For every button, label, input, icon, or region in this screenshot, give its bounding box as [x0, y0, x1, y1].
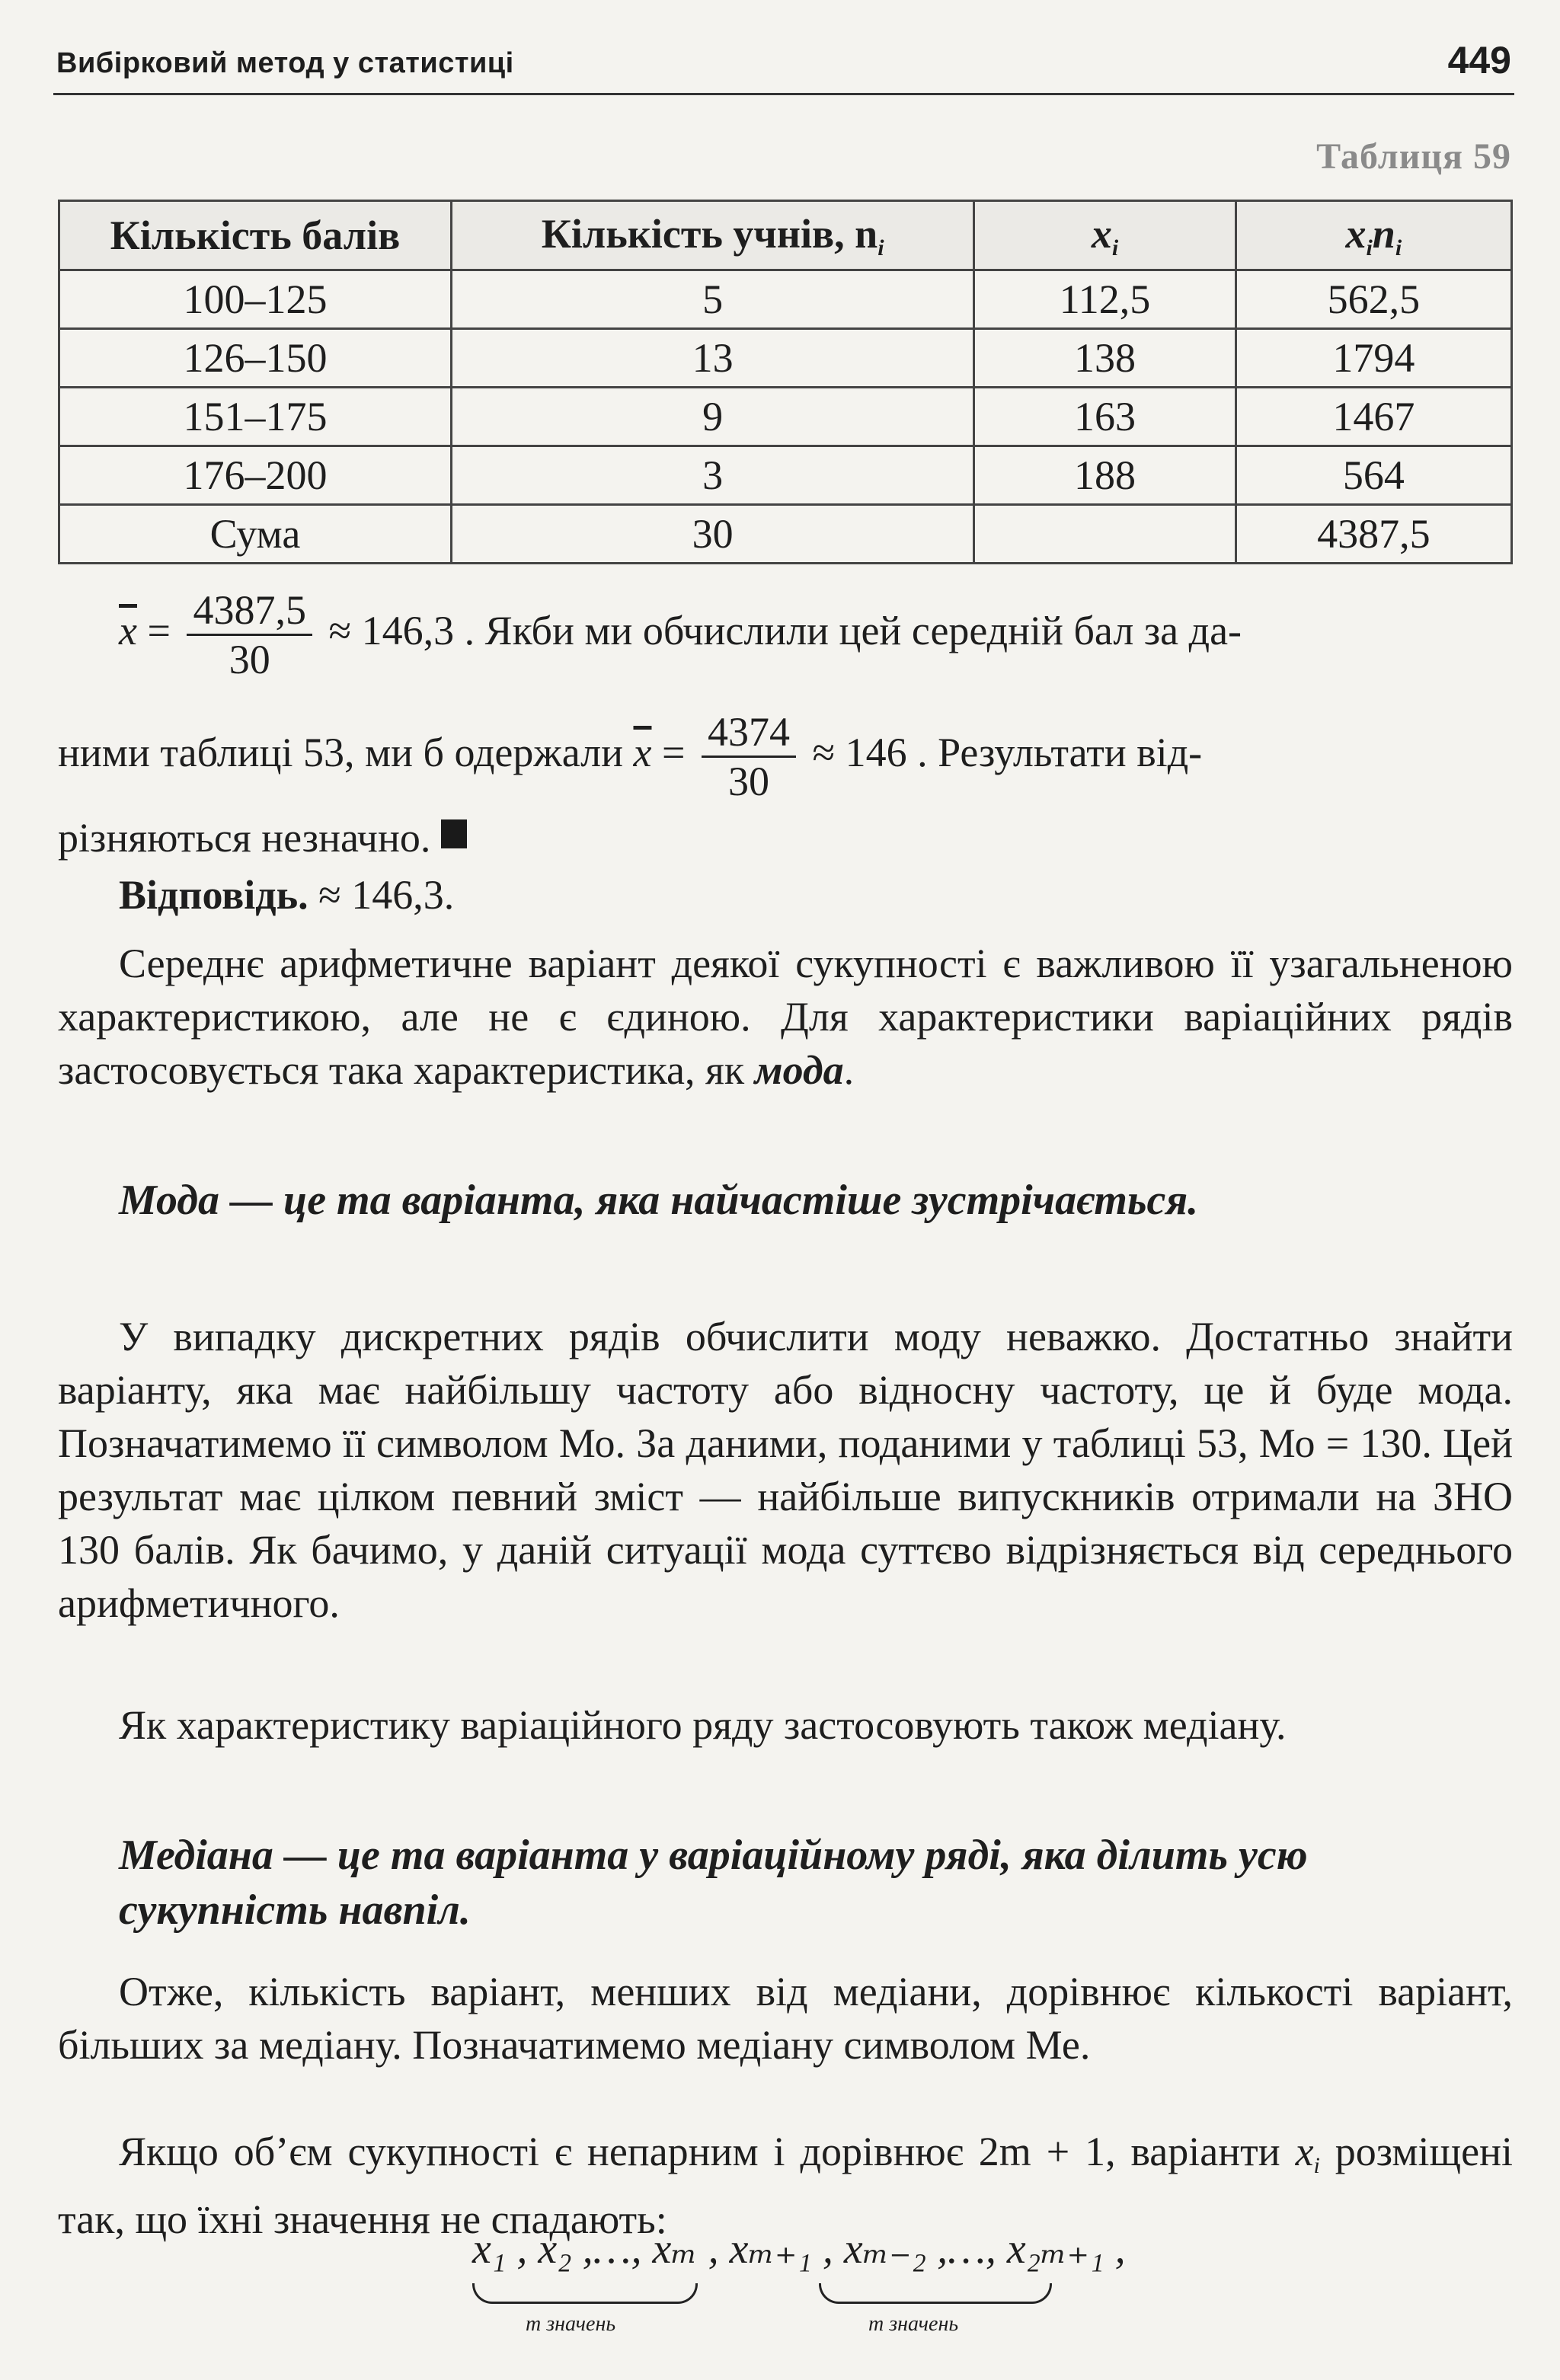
fraction-mean-1: $\frac{4387,5}{30}$ [187, 586, 312, 683]
fraction-mean-2: $\frac{4374}{30}$ [702, 708, 796, 805]
header-score-range: Кількість балів [59, 201, 452, 270]
right-brace-label: m значень [868, 2312, 959, 2336]
page-number: 449 [1447, 39, 1511, 81]
cell-range: 100–125 [59, 270, 452, 329]
paragraph-odd-size: Якщо об’єм сукупності є непарним і дорівнює 2m + 1, варіанти $x_i$ розміщені так, що їхні значення не спадають: [58, 2129, 1513, 2242]
cell-count: 9 [451, 388, 974, 446]
table-header-row [59, 201, 1512, 270]
table-row [59, 446, 1512, 505]
mean-calculation: $\overline{x}$ = $\frac{4387,5}{30}$ ≈ 146,3 . Якби ми обчислили цей середній бал за да- [119, 587, 1242, 682]
paragraph-mean-intro: Середнє арифметичне варіант деякої сукупності є важливою її узагальненою характеристикою, але не є єдиною. Для характеристики варіаційних рядів застосовується така характеристика, як мода. [58, 941, 1513, 1093]
cell-xini: 1794 [1236, 329, 1511, 388]
cell-count: 13 [451, 329, 974, 388]
cell-total-xini: 4387,5 [1236, 505, 1511, 564]
header-xi: $x_i$ [974, 201, 1236, 270]
cell-xini: 562,5 [1236, 270, 1511, 329]
cell-empty [974, 505, 1236, 564]
cell-range: 126–150 [59, 329, 452, 388]
calc-conclusion: різняються незначно. [58, 811, 1513, 864]
cell-total-label: Сума [59, 505, 452, 564]
table-total-row [59, 505, 1512, 564]
paragraph-mode: У випадку дискретних рядів обчислити моду неважко. Достатньо знайти варіанту, яка має найбільшу частоту або відносну частоту, це й буде мода. Позначатимемо її символом Мо. За даними, поданими у таблиці 53, Мо = 130. Цей результат має цілком певний зміст — найбільше випускників отримали на ЗНО 130 балів. Як бачимо, у даній ситуації мода суттєво відрізняється від середнього арифметичного. [58, 1314, 1513, 1626]
table-row [59, 270, 1512, 329]
paragraph-median: Отже, кількість варіант, менших від медіани, дорівнює кількості варіант, більших за медіану. Позначатимемо медіану символом Ме. [58, 1969, 1513, 2068]
header-rule [53, 93, 1514, 95]
table-row [59, 329, 1512, 388]
definition-median: Медіана — це та варіанта у варіаційному ряді, яка ділить усю сукупність навпіл. [119, 1832, 1308, 1934]
end-of-proof-square [441, 819, 467, 848]
table-caption: Таблиця 59 [1316, 136, 1511, 177]
paragraph-median-intro: Як характеристику варіаційного ряду застосовують також медіану. [119, 1702, 1287, 1748]
cell-range: 176–200 [59, 446, 452, 505]
cell-xi: 163 [974, 388, 1236, 446]
right-underbrace [819, 2283, 1052, 2304]
answer-line: Відповідь. ≈ 146,3. [119, 872, 455, 918]
series-expression: x₁ , x₂ ,…, xₘ , xₘ₊₁ , xₘ₋₂ ,…, x₂ₘ₊₁ , [472, 2225, 1126, 2273]
cell-xi: 188 [974, 446, 1236, 505]
ordered-series-formula [0, 2224, 1560, 2376]
cell-range: 151–175 [59, 388, 452, 446]
header-student-count: Кількість учнів, $n_i$ [451, 201, 974, 270]
cell-xi: 138 [974, 329, 1236, 388]
mean-calculation-alt: ними таблиці 53, ми б одержали $\overline{x}$ = $\frac{4374}{30}$ ≈ 146 . Результати від- [58, 709, 1203, 804]
definition-mode: Мода — це та варіанта, яка найчастіше зустрічається. [119, 1177, 1199, 1224]
header-xi-ni: $x_in_i$ [1236, 201, 1511, 270]
cell-total-count: 30 [451, 505, 974, 564]
left-brace-label: m значень [526, 2312, 616, 2336]
cell-xi: 112,5 [974, 270, 1236, 329]
cell-count: 5 [451, 270, 974, 329]
scores-table [58, 200, 1513, 564]
running-title: Вибірковий метод у статистиці [56, 47, 514, 79]
table-row [59, 388, 1512, 446]
cell-count: 3 [451, 446, 974, 505]
cell-xini: 1467 [1236, 388, 1511, 446]
left-underbrace [472, 2283, 698, 2304]
cell-xini: 564 [1236, 446, 1511, 505]
